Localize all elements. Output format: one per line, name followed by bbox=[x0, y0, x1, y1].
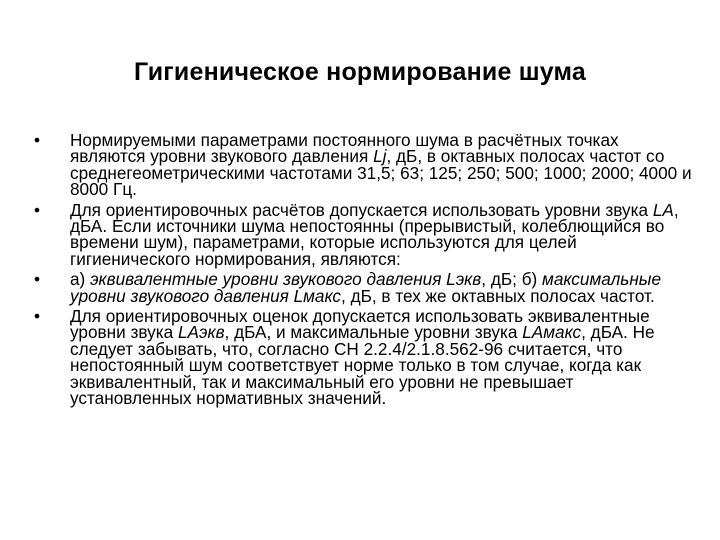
bullet-item bbox=[34, 199, 694, 269]
text-segment: Нормируемыми параметрами постоянного шума в расчётных точках являются уровни звукового давления bbox=[70, 130, 619, 167]
bullet-text bbox=[70, 199, 694, 269]
text-segment-italic: максимальные уровни звукового давления Lмакс bbox=[70, 269, 662, 306]
bullet-dot: • bbox=[34, 130, 41, 150]
text-segment: а) bbox=[70, 269, 91, 290]
bullet-text bbox=[70, 306, 694, 409]
text-segment-italic: Lj bbox=[373, 146, 387, 167]
text-segment: Для ориентировочных оценок допускается использовать эквивалентные уровни звука bbox=[70, 306, 650, 343]
bullet-dot: • bbox=[34, 306, 41, 327]
text-segment: , дБ, в тех же октавных полосах частот. bbox=[341, 285, 655, 306]
text-segment-italic: LA bbox=[652, 199, 674, 220]
bullet-list bbox=[34, 132, 694, 411]
bullet-item bbox=[34, 306, 694, 409]
text-segment: , дБА. Если источники шума непостоянны (прерывистый, колеблющийся во времени шум), параметрами, которые используются для целей гигиенического нормирования, являются: bbox=[70, 199, 679, 269]
bullet-text bbox=[70, 271, 694, 304]
text-segment-italic: LAмакс bbox=[522, 322, 582, 343]
text-segment: Для ориентировочных расчётов допускается использовать уровни звука bbox=[70, 199, 653, 220]
text-segment: , дБА. Не следует забывать, что, согласно СН 2.2.4/2.1.8.562-96 считается, что непостоянный шум соответствует норме только в том случае, когда как эквивалентный, так и максимальный его уровни не превышает установленных нормативных значений. bbox=[70, 322, 655, 409]
text-segment: , дБА, и максимальные уровни звука bbox=[224, 322, 523, 343]
bullet-item bbox=[34, 132, 694, 198]
text-segment: , дБ; б) bbox=[481, 269, 543, 290]
bullet-item bbox=[34, 271, 694, 304]
slide-title: Гигиеническое нормирование шума bbox=[133, 58, 587, 86]
text-segment-italic: эквивалентные уровни звукового давления Lэкв bbox=[90, 269, 482, 290]
text-segment-italic: LAэкв bbox=[177, 322, 225, 343]
bullet-dot: • bbox=[34, 269, 41, 290]
bullet-dot: • bbox=[34, 199, 41, 220]
text-segment: , дБ, в октавных полосах частот со среднегеометрическими частотами 31,5; 63; 125; 250; 500; 1000; 2000; 4000 и 8000 Гц. bbox=[70, 146, 692, 200]
bullet-text bbox=[70, 132, 694, 198]
